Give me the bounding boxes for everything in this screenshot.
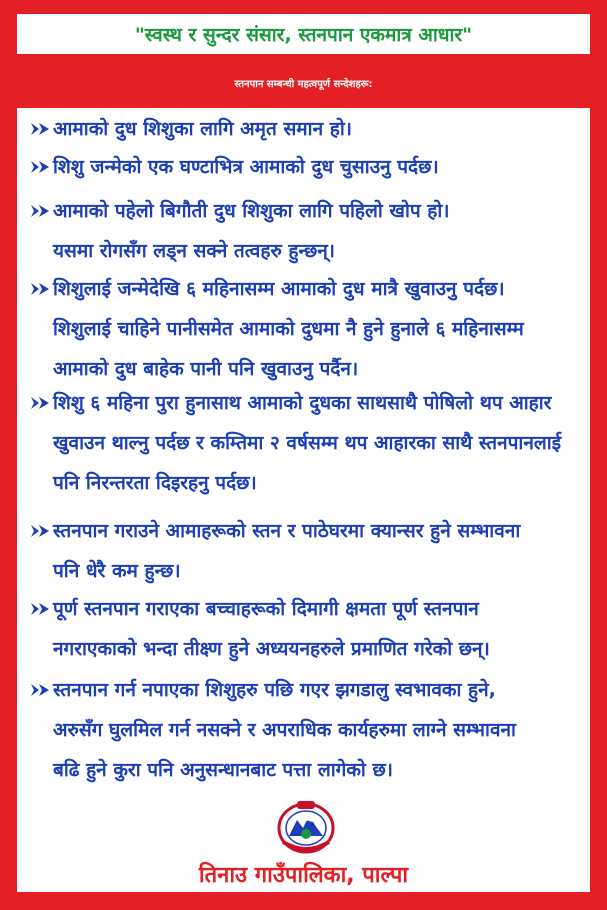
message-item (31, 196, 581, 276)
message-item (31, 388, 581, 508)
tagline: "स्वस्थ र सुन्दर संसार, स्तनपान एकमात्र आधार" (134, 24, 473, 46)
emblem-icon (275, 798, 337, 854)
double-arrow-icon (31, 123, 49, 135)
double-arrow-icon (31, 283, 49, 295)
message-line: शिशुलाई जन्मेदेखि ६ महिनासम्म आमाको दुध मात्रै खुवाउनु पर्दछ। (53, 278, 505, 300)
message-line: स्तनपान गराउने आमाहरूको स्तन र पाठेघरमा क्यान्सर हुने सम्भावना (53, 520, 521, 542)
double-arrow-icon (31, 525, 49, 537)
message-line: पनि निरन्तरता दिइरहनु पर्दछ। (53, 472, 257, 494)
message-line: नगराएकाको भन्दा तीक्ष्ण हुने अध्ययनहरुले प्रमाणित गरेको छन्। (53, 638, 490, 660)
message-item (31, 114, 581, 154)
message-item (31, 516, 581, 596)
message-line: आमाको दुध शिशुका लागि अमृत समान हो। (53, 118, 352, 140)
double-arrow-icon (31, 397, 49, 409)
message-line: शिशु ६ महिना पुरा हुनासाथ आमाको दुधका साथसाथै पोषिलो थप आहार (53, 392, 552, 414)
message-line: खुवाउन थाल्नु पर्दछ र कम्तिमा २ वर्षसम्म थप आहारका साथै स्तनपानलाई (53, 432, 562, 454)
double-arrow-icon (31, 684, 49, 696)
message-line: आमाको पहेलो बिगौती दुध शिशुका लागि पहिलो खोप हो। (53, 200, 450, 222)
footer-municipality: तिनाउ गाउँपालिका, पाल्पा (198, 863, 409, 888)
headline: स्तनपान सम्बन्धी महत्वपूर्ण सन्देशहरू: (234, 79, 373, 90)
message-line: यसमा रोगसँग लड्न सक्ने तत्वहरु हुन्छन्। (53, 240, 336, 262)
message-item (31, 675, 581, 795)
message-line: अरुसँग घुलमिल गर्न नसक्ने र अपराधिक कार्यहरुमा लाग्ने सम्भावना (53, 719, 516, 741)
message-item (31, 594, 581, 674)
message-line: शिशु जन्मेको एक घण्टाभित्र आमाको दुध चुसाउनु पर्दछ। (53, 156, 439, 178)
double-arrow-icon (31, 205, 49, 217)
message-line: आमाको दुध बाहेक पानी पनि खुवाउनु पर्दैन। (53, 358, 359, 380)
messages-panel (17, 108, 590, 892)
double-arrow-icon (31, 161, 49, 173)
tagline-box (17, 14, 590, 54)
message-line: स्तनपान गर्न नपाएका शिशुहरु पछि गएर झगडालु स्वभावका हुने, (53, 679, 496, 701)
message-line: पनि धेरै कम हुन्छ। (53, 560, 181, 582)
double-arrow-icon (31, 603, 49, 615)
message-item (31, 274, 581, 394)
message-line: बढि हुने कुरा पनि अनुसन्धानबाट पत्ता लागेको छ। (53, 759, 393, 781)
message-line: पूर्ण स्तनपान गराएका बच्चाहरूको दिमागी क्षमता पूर्ण स्तनपान (53, 598, 479, 620)
message-line: शिशुलाई चाहिने पानीसमेत आमाको दुधमा नै हुने हुनाले ६ महिनासम्म (53, 318, 524, 340)
message-item (31, 152, 581, 192)
